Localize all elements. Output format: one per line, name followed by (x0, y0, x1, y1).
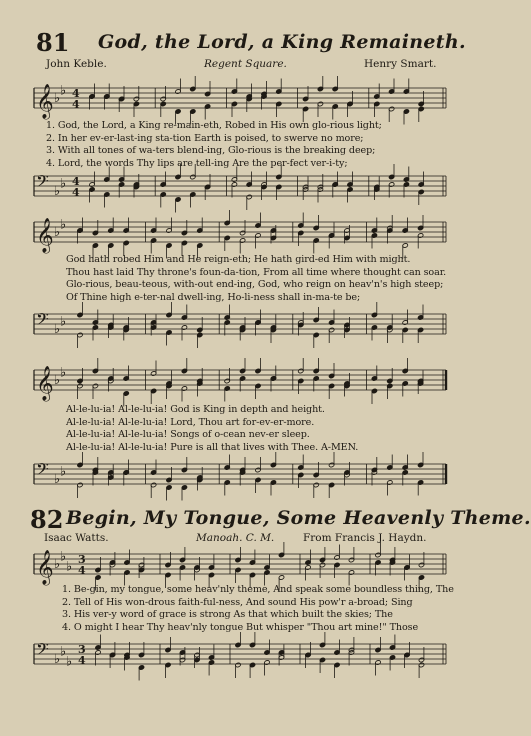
bass-clef-icon: 𝄢 (36, 459, 49, 483)
treble-staff (0, 546, 480, 586)
flat-icon: ♭ (54, 557, 61, 572)
hymn-82-title: Begin, My Tongue, Some Heavenly Theme. (66, 507, 531, 529)
meter-top: 3 (78, 643, 86, 656)
flat-icon: ♭ (54, 472, 61, 487)
verse-line: Al-le-lu-ia! Al-le-lu-ia! God is King in depth and height. (66, 404, 325, 415)
flat-icon: ♭ (66, 654, 73, 670)
meter-bottom: 4 (72, 98, 80, 111)
hymn-82-tune: Manoah. C. M. (196, 532, 275, 544)
flat-icon: ♭ (54, 322, 61, 337)
meter-bottom: 4 (78, 654, 86, 667)
flat-icon: ♭ (54, 91, 61, 106)
treble-clef-icon: 𝄞 (36, 218, 54, 253)
flat-icon: ♭ (60, 549, 67, 565)
treble-clef-icon: 𝄞 (36, 84, 54, 119)
bass-clef-icon: 𝄢 (36, 639, 49, 663)
verse-line: God hath robed Him and He reign-eth; He hath gird-ed Him with might. (66, 254, 411, 265)
hymn-81-author: John Keble. (46, 58, 107, 70)
flat-icon: ♭ (60, 314, 67, 330)
meter-bottom: 4 (72, 186, 80, 199)
meter-top: 4 (72, 175, 80, 188)
meter-bottom: 4 (78, 564, 86, 577)
bass-staff (0, 168, 480, 208)
verse-line: 1. God, the Lord, a King re-main-eth, Robed in His own glo-rious light; (46, 120, 382, 131)
treble-clef-icon: 𝄞 (36, 550, 54, 585)
treble-clef-icon: 𝄞 (36, 366, 54, 401)
verse-line: 4. O might I hear Thy heav'nly tongue But whisper "Thou art mine!" Those (62, 621, 419, 633)
flat-icon: ♭ (60, 365, 67, 381)
verse-line: 3. His ver-y word of grace is strong As that which built the skies; The (62, 609, 393, 621)
flat-icon: ♭ (60, 217, 67, 233)
verse-line: 2. In her ev-er-last-ing sta-tion Earth is poised, to swerve no more; (46, 132, 364, 144)
hymn-82-composer: From Francis J. Haydn. (303, 532, 427, 544)
flat-icon: ♭ (60, 83, 67, 99)
treble-staff (0, 80, 480, 120)
hymn-81-title: God, the Lord, a King Remaineth. (98, 31, 466, 53)
bass-staff (0, 636, 480, 676)
treble-staff (0, 362, 480, 402)
flat-icon: ♭ (54, 373, 61, 388)
flat-icon: ♭ (60, 176, 67, 192)
flat-icon: ♭ (54, 225, 61, 240)
verse-line: 4. Lord, the words Thy lips are tell-ing Are the per-fect ver-i-ty; (46, 157, 348, 169)
verse-block (46, 120, 382, 170)
bass-staff (0, 456, 480, 496)
treble-staff (0, 214, 480, 254)
verse-line: Thou hast laid Thy throne's foun-da-tion, From all time where thought can soar. (66, 266, 447, 278)
hymn-81-tune: Regent Square. (204, 58, 287, 70)
verse-block (66, 254, 446, 304)
flat-icon: ♭ (66, 559, 73, 575)
meter-top: 4 (72, 87, 80, 100)
bass-clef-icon: 𝄢 (36, 309, 49, 333)
flat-icon: ♭ (54, 652, 61, 667)
verse-line: 1. Be-gin, my tongue, some heav'nly theme, And speak some boundless thing, The (62, 584, 454, 595)
verse-line: Al-le-lu-ia! Al-le-lu-ia! Songs of o-cean nev-er sleep. (66, 429, 310, 441)
verse-line: 3. With all tones of wa-ters blend-ing, Glo-rious is the breaking deep; (46, 145, 376, 157)
flat-icon: ♭ (60, 464, 67, 480)
verse-line: Al-le-lu-ia! Al-le-lu-ia! Lord, Thou art for-ev-er-more. (66, 416, 315, 428)
verse-line: Al-le-lu-ia! Al-le-lu-ia! Pure is all that lives with Thee. A-MEN. (66, 441, 359, 453)
verse-block (66, 404, 358, 454)
flat-icon: ♭ (54, 184, 61, 199)
flat-icon: ♭ (60, 644, 67, 660)
verse-line: Glo-rious, beau-teous, with-out end-ing, God, who reign on heav'n's high steep; (66, 279, 444, 291)
hymn-81-composer: Henry Smart. (364, 58, 437, 70)
verse-block (62, 584, 454, 634)
bass-staff (0, 306, 480, 346)
verse-line: 2. Tell of His won-drous faith-ful-ness, And sound His pow'r a-broad; Sing (62, 596, 413, 608)
hymn-82-number: 82 (30, 505, 64, 534)
hymn-81-number: 81 (36, 28, 70, 57)
meter-top: 3 (78, 553, 86, 566)
hymn-82-author: Isaac Watts. (44, 532, 109, 544)
verse-line: Of Thine high e-ter-nal dwell-ing, Ho-li-ness shall in-ma-te be; (66, 291, 361, 303)
bass-clef-icon: 𝄢 (36, 171, 49, 195)
